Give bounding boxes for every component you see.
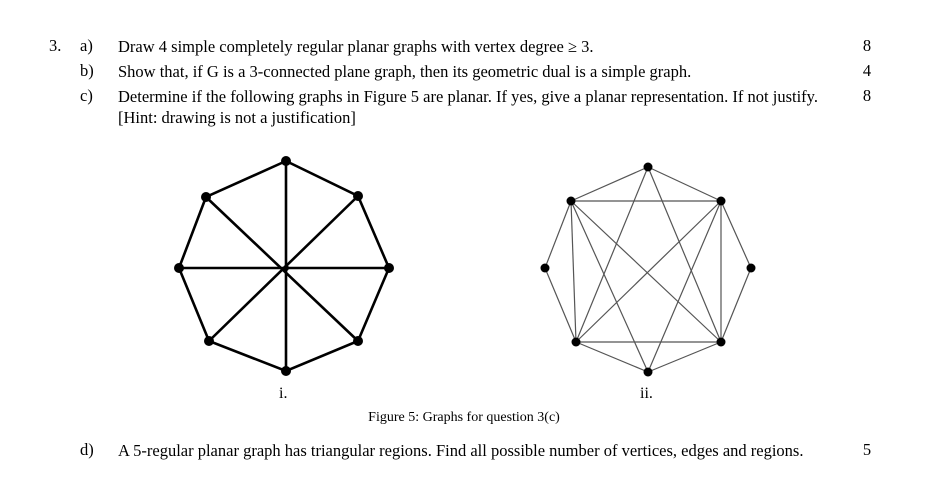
figure-caption: Figure 5: Graphs for question 3(c) [368, 410, 560, 425]
graph-i-label: i. [279, 385, 288, 402]
part-a-text: Draw 4 simple completely regular planar graphs with vertex degree ≥ 3. [118, 37, 594, 56]
graph-ii-vertex [572, 338, 581, 347]
graph-ii-edge [648, 167, 721, 342]
graph-ii-vertex [717, 197, 726, 206]
part-b-label: b) [80, 61, 94, 80]
part-d-marks: 5 [862, 440, 872, 459]
graph-ii-vertex [644, 163, 653, 172]
graph-ii-edge [571, 201, 648, 372]
part-d-label: d) [80, 440, 94, 459]
graph-ii-edge [545, 201, 571, 268]
graph-ii-vertex [541, 264, 550, 273]
graph-ii-vertex [747, 264, 756, 273]
graph-ii-vertex [717, 338, 726, 347]
part-c-text: Determine if the following graphs in Figure 5 are planar. If yes, give a planar representation. If not justify. [Hint: drawing is not a justification] [118, 87, 818, 127]
part-a-marks: 8 [862, 36, 872, 55]
part-a-label: a) [80, 36, 93, 55]
graph-ii-edge [721, 201, 751, 268]
graph-ii-edge [571, 201, 576, 342]
part-d-text: A 5-regular planar graph has triangular regions. Find all possible number of vertices, edges and regions. [118, 441, 804, 460]
graph-ii-edge [648, 167, 721, 201]
graph-ii-vertex [644, 368, 653, 377]
graph-ii-label: ii. [640, 385, 653, 402]
graph-ii-edge [576, 342, 648, 372]
part-c-marks: 8 [862, 86, 872, 105]
question-number: 3. [49, 36, 62, 55]
part-b-marks: 4 [862, 61, 872, 80]
graph-ii-edge [721, 268, 751, 342]
graph-ii-edge [576, 167, 648, 342]
part-c-label: c) [80, 86, 93, 105]
graph-ii-edge [545, 268, 576, 342]
graph-ii-vertex [567, 197, 576, 206]
part-b-text: Show that, if G is a 3-connected plane graph, then its geometric dual is a simple graph. [118, 62, 692, 81]
